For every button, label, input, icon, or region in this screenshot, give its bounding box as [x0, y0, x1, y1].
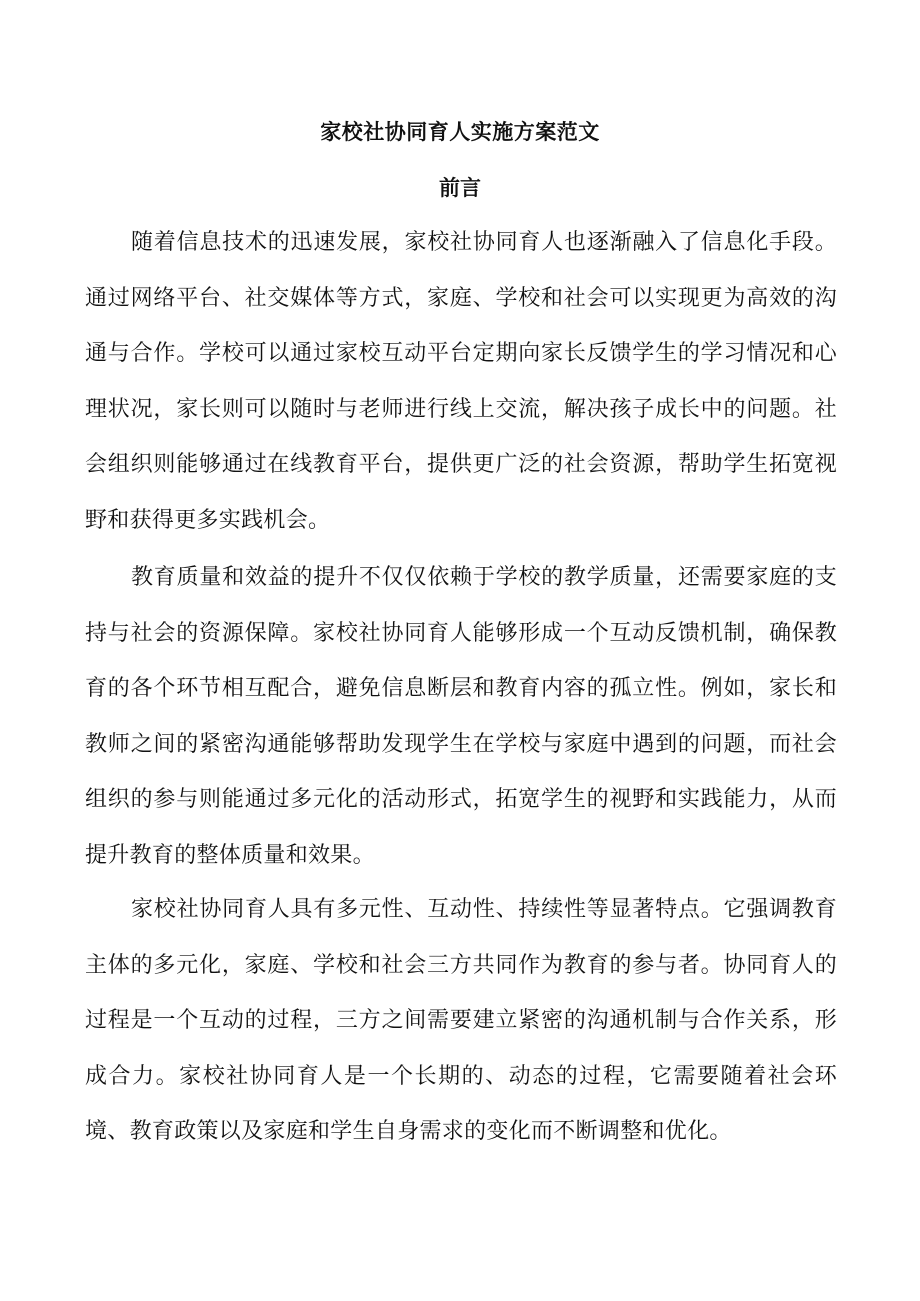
paragraph-3: 家校社协同育人具有多元性、互动性、持续性等显著特点。它强调教育主体的多元化，家庭、学校和社会三方共同作为教育的参与者。协同育人的过程是一个互动的过程，三方之间需要建立紧密的沟通机制与合作关系，形成合力。家校社协同育人是一个长期的、动态的过程，它需要随着社会环境、教育政策以及家庭和学生自身需求的变化而不断调整和优化。: [85, 897, 837, 1144]
document-title: 家校社协同育人实施方案范文: [320, 119, 600, 144]
section-heading-preface: 前言: [439, 175, 481, 200]
paragraph-1: 随着信息技术的迅速发展，家校社协同育人也逐渐融入了信息化手段。通过网络平台、社交媒体等方式，家庭、学校和社会可以实现更为高效的沟通与合作。学校可以通过家校互动平台定期向家长反馈学生的学习情况和心理状况，家长则可以随时与老师进行线上交流，解决孩子成长中的问题。社会组织则能够通过在线教育平台，提供更广泛的社会资源，帮助学生拓宽视野和获得更多实践机会。: [85, 230, 837, 533]
paragraph-2: 教育质量和效益的提升不仅仅依赖于学校的教学质量，还需要家庭的支持与社会的资源保障。家校社协同育人能够形成一个互动反馈机制，确保教育的各个环节相互配合，避免信息断层和教育内容的孤立性。例如，家长和教师之间的紧密沟通能够帮助发现学生在学校与家庭中遇到的问题，而社会组织的参与则能通过多元化的活动形式，拓宽学生的视野和实践能力，从而提升教育的整体质量和效果。: [85, 565, 837, 868]
